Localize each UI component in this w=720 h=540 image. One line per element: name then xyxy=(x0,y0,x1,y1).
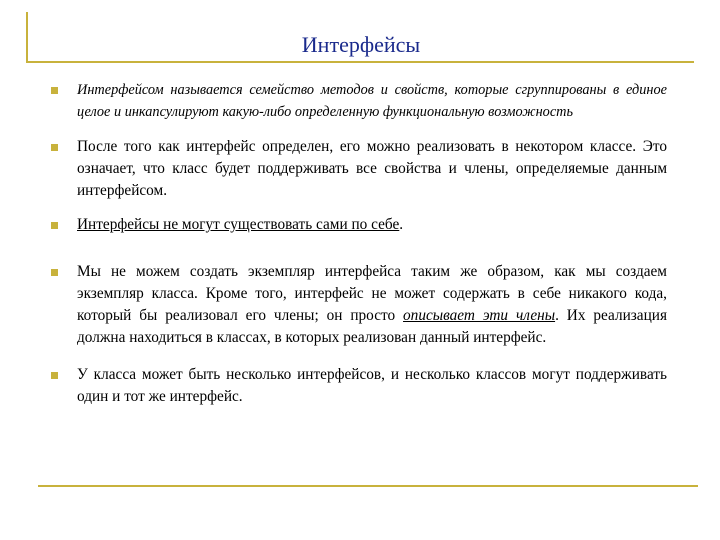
bullet-text: Интерфейсом называется семейство методов и свойств, которые сгруппированы в единое целое и инкапсулируют какую-либо определенную функциональную возможность xyxy=(77,82,667,120)
bullet-text-after: . Их реализация должна находиться в классах, в которых реализован данный интерфейс. xyxy=(77,307,668,346)
bullet-item-implementation xyxy=(50,136,667,202)
frame-line-bottom xyxy=(38,485,698,487)
square-bullet-icon xyxy=(51,144,58,151)
bullet-text-before: Мы не можем создать экземпляр интерфейса таким же образом, как мы создаем экземпляр класса. Кроме того, интерфейс не может содержать в себе никакого кода, который бы реализовал его члены; он просто xyxy=(77,263,667,324)
square-bullet-icon xyxy=(51,372,58,379)
square-bullet-icon xyxy=(51,222,58,229)
square-bullet-icon xyxy=(51,269,58,276)
bullet-item-multiple xyxy=(50,364,667,408)
bullet-text-tail: . xyxy=(399,216,404,233)
bullet-item-definition xyxy=(50,79,667,123)
square-bullet-icon xyxy=(51,87,58,94)
bullet-underlined-text: Интерфейсы не могут существовать сами по себе xyxy=(77,216,400,233)
bullet-item-cannot-exist xyxy=(50,214,667,236)
frame-line-top xyxy=(26,61,694,63)
slide-title: Интерфейсы xyxy=(301,32,421,57)
bullet-text: У класса может быть несколько интерфейсов, и несколько классов могут поддерживать один и тот же интерфейс. xyxy=(77,366,667,405)
bullet-text: После того как интерфейс определен, его можно реализовать в некотором классе. Это означает, что класс будет поддерживать все свойства и члены, определяемые данным интерфейсом. xyxy=(77,138,667,199)
bullet-list xyxy=(50,79,667,408)
bullet-emphasis-text: описывает эти члены xyxy=(403,307,556,324)
bullet-item-no-instance xyxy=(50,261,667,349)
